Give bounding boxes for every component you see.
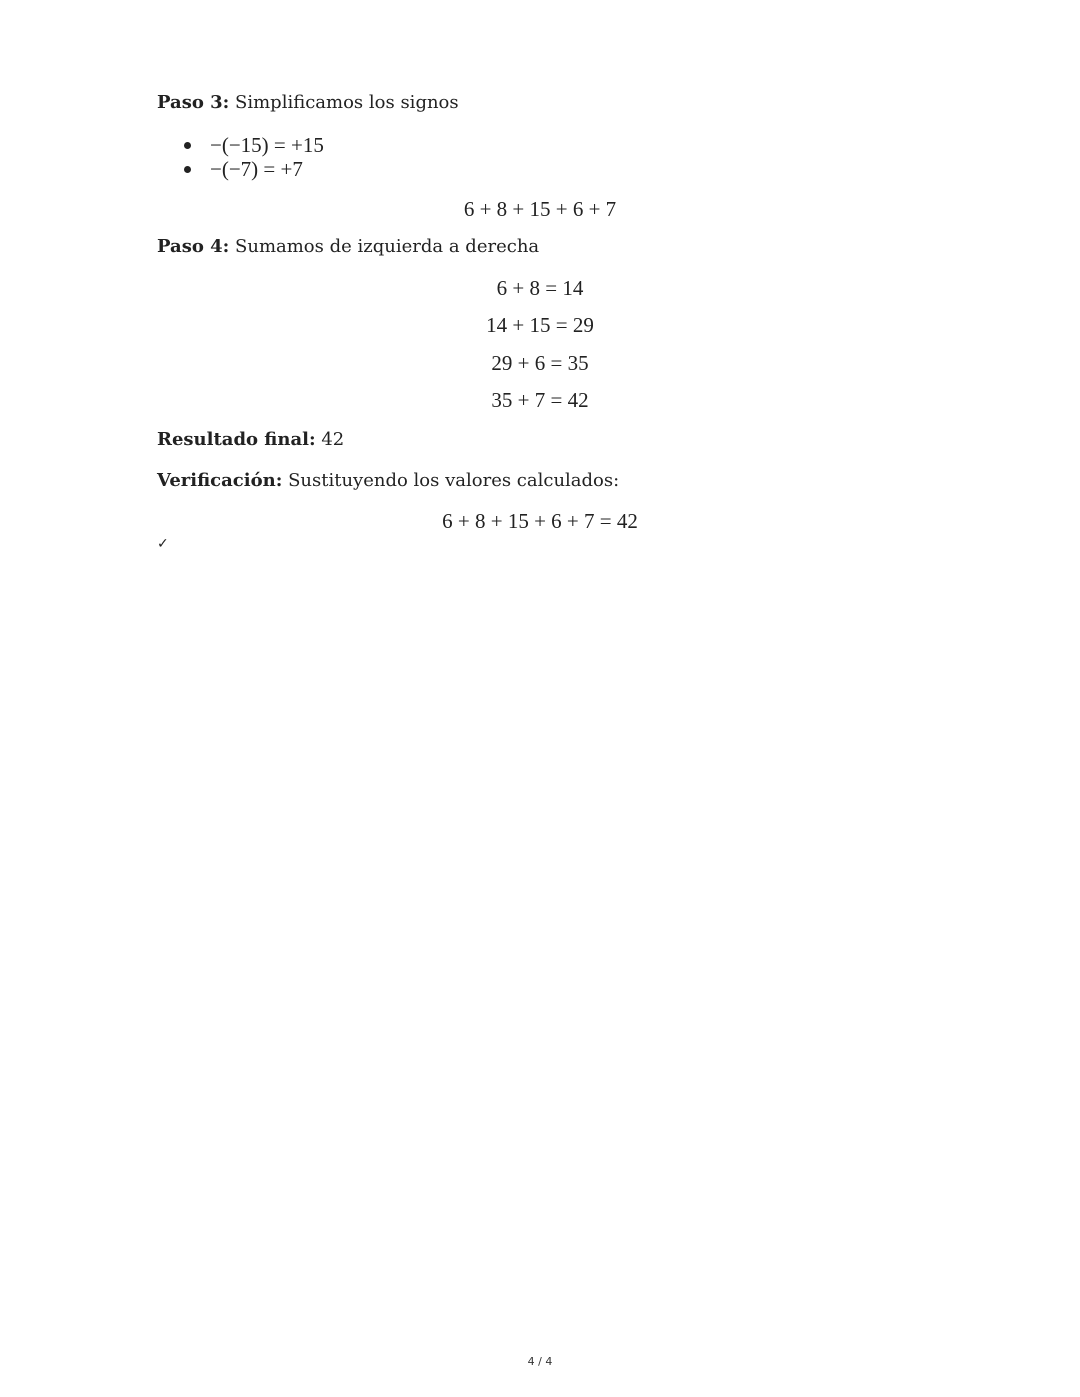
step4-equation-2: 14 + 15 = 29 xyxy=(486,313,594,337)
verification-label: Verificación: xyxy=(157,470,283,491)
verification-text: Sustituyendo los valores calculados: xyxy=(282,470,620,491)
final-result-label: Resultado final: xyxy=(157,429,316,450)
page-number: 4 / 4 xyxy=(527,1355,553,1368)
step4-equation-4: 35 + 7 = 42 xyxy=(491,388,589,412)
step4-text: Sumamos de izquierda a derecha xyxy=(229,236,540,257)
step4-equation-3: 29 + 6 = 35 xyxy=(491,351,589,375)
verification-expression: 6 + 8 + 15 + 6 + 7 = 42 xyxy=(442,509,638,533)
step3-text: Simplificamos los signos xyxy=(229,92,459,113)
step3-label: Paso 3: xyxy=(157,92,230,113)
step3-bullet-list xyxy=(180,133,324,181)
checkmark-icon: ✓ xyxy=(157,536,169,552)
step4-equation-1: 6 + 8 = 14 xyxy=(496,276,584,300)
list-item: −(−7) = +7 xyxy=(180,157,324,181)
verification-heading xyxy=(157,470,619,492)
step4-label: Paso 4: xyxy=(157,236,230,257)
step3-heading xyxy=(157,92,459,114)
final-result-value: 42 xyxy=(315,429,345,450)
final-result xyxy=(157,429,344,451)
list-item: −(−15) = +15 xyxy=(180,133,324,157)
step3-expression: 6 + 8 + 15 + 6 + 7 xyxy=(463,197,617,221)
step4-heading xyxy=(157,236,539,258)
